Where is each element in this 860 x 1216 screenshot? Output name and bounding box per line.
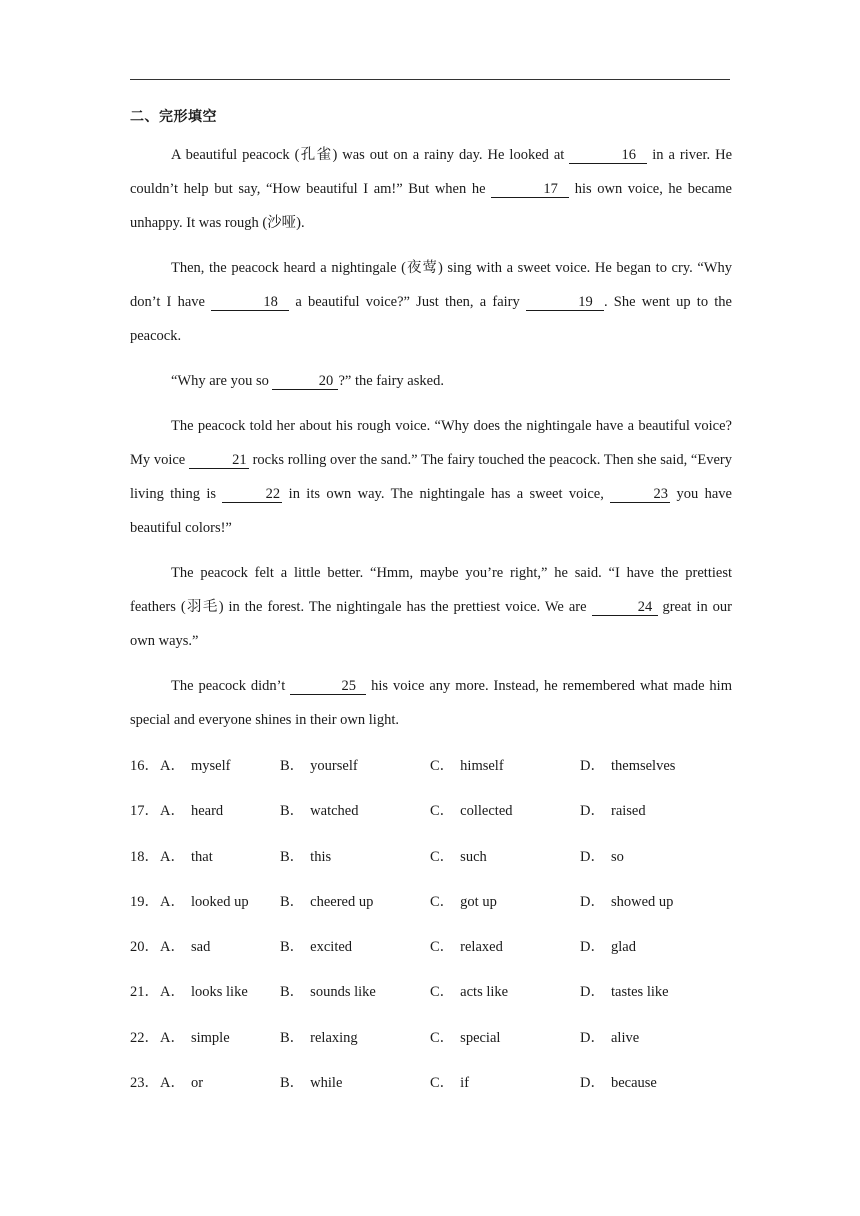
- option-letter: B．: [280, 1075, 305, 1092]
- option-letter: C．: [430, 803, 455, 820]
- blank-25: 25: [290, 678, 366, 695]
- blank-18: 18: [211, 294, 289, 311]
- option-text: looks like: [190, 984, 248, 1001]
- text: Then, the peacock heard a nightingale (夜莺) sing with a sweet voice. He began to cry. “Why don’t I have: [130, 260, 732, 310]
- text: in a river. He couldn’t help but say, “How beautiful I am!” But when he: [130, 147, 732, 197]
- option-letter: D．: [580, 1075, 605, 1092]
- option-c: [430, 839, 580, 884]
- option-letter: A．: [160, 1029, 185, 1046]
- option-text: himself: [460, 758, 504, 774]
- option-d: [580, 748, 730, 793]
- option-letter: B．: [280, 1029, 305, 1046]
- option-b: [280, 929, 430, 974]
- option-c: [430, 1020, 580, 1065]
- option-d: [580, 884, 730, 929]
- option-d: [580, 1065, 730, 1110]
- blank-16: 16: [569, 147, 647, 164]
- option-c: [430, 884, 580, 929]
- option-text: showed up: [610, 893, 674, 910]
- option-b: [280, 839, 430, 884]
- option-text: that: [190, 848, 213, 865]
- option-letter: B．: [280, 893, 305, 910]
- option-letter: D．: [580, 893, 605, 910]
- option-a: [160, 1020, 280, 1065]
- option-text: if: [460, 1075, 470, 1092]
- passage: [130, 138, 732, 748]
- option-text: simple: [190, 1029, 230, 1046]
- paragraph-6: [130, 669, 732, 737]
- option-letter: D．: [580, 984, 605, 1001]
- header-rule: [130, 79, 730, 80]
- option-d: [580, 974, 730, 1019]
- text: . She went up to the peacock.: [130, 294, 732, 344]
- paragraph-3: [130, 364, 732, 398]
- text: The peacock told her about his rough voice. “Why does the nightingale have a beautiful voice? My voice: [130, 418, 732, 468]
- text: ?” the fairy asked.: [338, 373, 444, 389]
- text: his voice any more. Instead, he remembered what made him special and everyone shines in their own light.: [130, 678, 732, 728]
- option-letter: D．: [580, 758, 605, 774]
- option-b: [280, 974, 430, 1019]
- option-letter: C．: [430, 984, 455, 1001]
- text: The peacock felt a little better. “Hmm, maybe you’re right,” he said. “I have the prettiest feathers (羽毛) in the forest. The nightingale has the prettiest voice. We are: [130, 565, 732, 615]
- option-text: collected: [460, 803, 513, 820]
- option-text: relaxing: [310, 1029, 358, 1046]
- option-text: because: [610, 1075, 657, 1092]
- blank-22: 22: [222, 486, 282, 503]
- option-text: watched: [310, 803, 359, 820]
- option-b: [280, 884, 430, 929]
- question-row: [130, 974, 750, 1019]
- option-text: alive: [610, 1029, 640, 1046]
- option-c: [430, 974, 580, 1019]
- text: The peacock didn’t: [171, 678, 291, 694]
- option-text: sounds like: [310, 984, 376, 1001]
- option-text: or: [190, 1075, 204, 1092]
- option-a: [160, 839, 280, 884]
- text: rocks rolling over the sand.” The fairy touched the peacock. Then she said, “Every living thing is: [130, 452, 732, 502]
- question-number: 18．: [130, 848, 159, 865]
- text: you have beautiful colors!”: [130, 486, 732, 536]
- text: “Why are you so: [171, 373, 273, 389]
- option-a: [160, 793, 280, 838]
- option-letter: C．: [430, 848, 455, 865]
- question-number: 22．: [130, 1029, 159, 1046]
- option-letter: A．: [160, 803, 185, 820]
- question-options: [130, 748, 750, 1110]
- option-text: sad: [190, 939, 211, 956]
- option-letter: B．: [280, 758, 305, 774]
- section-title: 二、完形填空: [130, 109, 217, 125]
- option-b: [280, 1065, 430, 1110]
- text: his own voice, he became unhappy. It was rough (沙哑).: [130, 181, 732, 231]
- question-number: 16．: [130, 758, 159, 774]
- option-letter: A．: [160, 893, 185, 910]
- option-letter: A．: [160, 984, 185, 1001]
- option-text: themselves: [610, 758, 676, 774]
- option-letter: D．: [580, 848, 605, 865]
- option-a: [160, 929, 280, 974]
- blank-24: 24: [592, 599, 658, 616]
- text: a beautiful voice?” Just then, a fairy: [289, 294, 526, 310]
- text: in its own way. The nightingale has a sweet voice,: [282, 486, 611, 502]
- option-a: [160, 884, 280, 929]
- option-letter: A．: [160, 758, 185, 774]
- blank-19: 19: [526, 294, 604, 311]
- option-text: acts like: [460, 984, 509, 1001]
- option-a: [160, 974, 280, 1019]
- option-a: [160, 748, 280, 793]
- option-letter: A．: [160, 1075, 185, 1092]
- option-text: looked up: [190, 893, 249, 910]
- option-letter: C．: [430, 893, 455, 910]
- blank-17: 17: [491, 181, 569, 198]
- question-row: [130, 748, 750, 793]
- option-text: special: [460, 1029, 501, 1046]
- option-text: yourself: [310, 758, 358, 774]
- option-text: myself: [190, 758, 231, 774]
- question-row: [130, 1065, 750, 1110]
- option-c: [430, 929, 580, 974]
- option-b: [280, 1020, 430, 1065]
- option-text: relaxed: [460, 939, 503, 956]
- question-row: [130, 839, 750, 884]
- paragraph-4: [130, 409, 732, 545]
- option-text: excited: [310, 939, 353, 956]
- option-letter: B．: [280, 803, 305, 820]
- option-letter: D．: [580, 803, 605, 820]
- option-a: [160, 1065, 280, 1110]
- question-row: [130, 793, 750, 838]
- option-letter: C．: [430, 939, 455, 956]
- option-b: [280, 748, 430, 793]
- option-letter: B．: [280, 939, 305, 956]
- paragraph-2: [130, 251, 732, 353]
- question-row: [130, 1020, 750, 1065]
- option-letter: A．: [160, 939, 185, 956]
- question-number: 23．: [130, 1075, 159, 1092]
- option-letter: C．: [430, 758, 455, 774]
- option-text: such: [460, 848, 487, 865]
- option-letter: C．: [430, 1029, 455, 1046]
- option-letter: C．: [430, 1075, 455, 1092]
- option-text: cheered up: [310, 893, 374, 910]
- option-b: [280, 793, 430, 838]
- option-letter: A．: [160, 848, 185, 865]
- option-d: [580, 1020, 730, 1065]
- blank-20: 20: [272, 373, 338, 390]
- blank-23: 23: [610, 486, 670, 503]
- option-d: [580, 793, 730, 838]
- text: A beautiful peacock (孔雀) was out on a rainy day. He looked at: [171, 147, 570, 163]
- option-letter: D．: [580, 939, 605, 956]
- option-letter: B．: [280, 848, 305, 865]
- question-number: 20．: [130, 939, 159, 956]
- paragraph-5: [130, 556, 732, 658]
- question-number: 17．: [130, 803, 159, 820]
- option-text: heard: [190, 803, 224, 820]
- option-text: got up: [460, 893, 497, 910]
- question-number: 21．: [130, 984, 159, 1001]
- option-c: [430, 748, 580, 793]
- option-d: [580, 929, 730, 974]
- question-row: [130, 929, 750, 974]
- question-row: [130, 884, 750, 929]
- option-text: so: [610, 848, 624, 865]
- blank-21: 21: [189, 452, 249, 469]
- option-c: [430, 793, 580, 838]
- option-text: this: [310, 848, 332, 865]
- option-text: glad: [610, 939, 636, 956]
- paragraph-1: [130, 138, 732, 240]
- option-c: [430, 1065, 580, 1110]
- question-number: 19．: [130, 893, 159, 910]
- option-text: raised: [610, 803, 646, 820]
- option-letter: D．: [580, 1029, 605, 1046]
- option-text: while: [310, 1075, 343, 1092]
- option-text: tastes like: [610, 984, 669, 1001]
- text: great in our own ways.”: [130, 599, 732, 649]
- option-letter: B．: [280, 984, 305, 1001]
- option-d: [580, 839, 730, 884]
